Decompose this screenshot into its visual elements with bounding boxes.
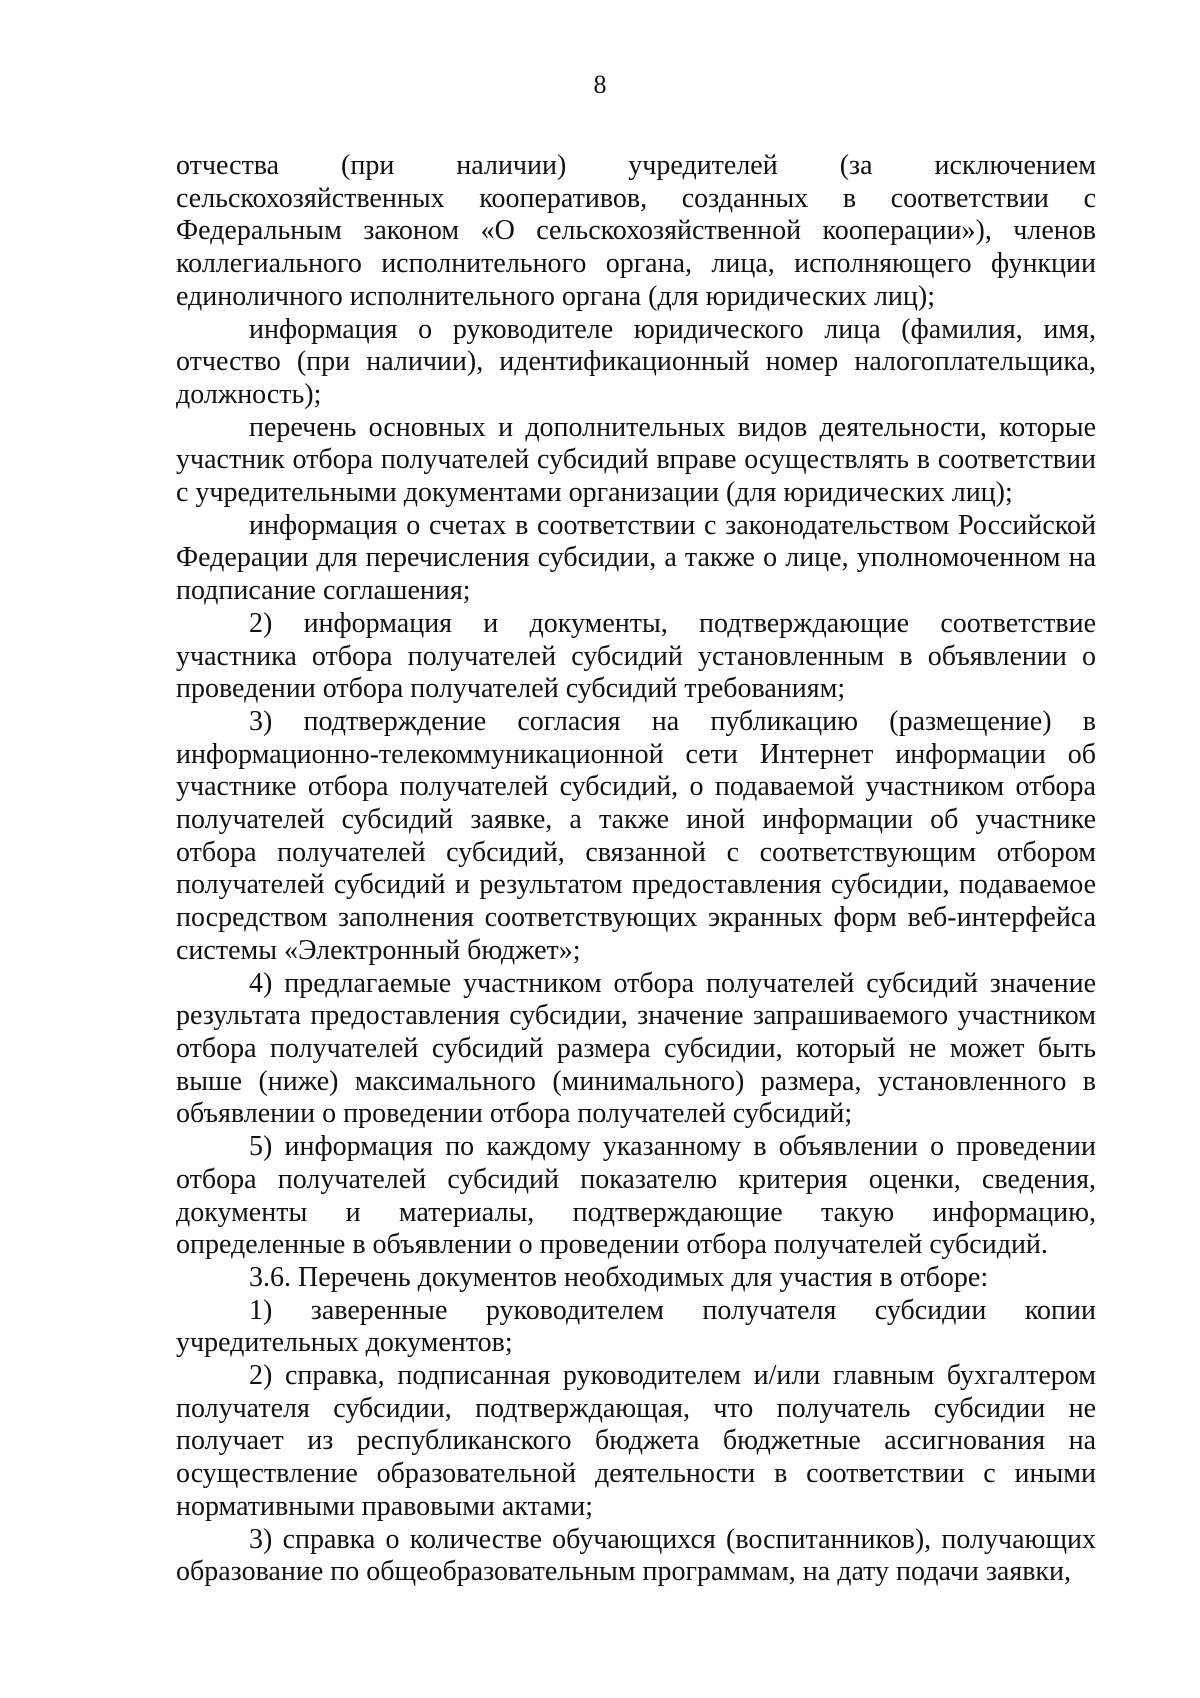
paragraph: перечень основных и дополнительных видов деятельности, которые участник отбора получателей субсидий вправе осуществлять в соответствии с учредительными документами организации (для юридических лиц); bbox=[176, 411, 1096, 509]
paragraph: 5) информация по каждому указанному в объявлении о проведении отбора получателей субсидий показателю критерия оценки, сведения, документы и материалы, подтверждающие такую информацию, определенные в объявлении о проведении отбора получателей субсидий. bbox=[176, 1131, 1096, 1261]
paragraph: 3.6. Перечень документов необходимых для участия в отборе: bbox=[249, 1261, 989, 1293]
paragraph: 3) подтверждение согласия на публикацию (размещение) в информационно-телекоммуникационной сети Интернет информации об участнике отбора получателей субсидий, о подаваемой участником отбора получателей субсидий заявке, а также иной информации об участнике отбора получателей субсидий, связанной с соответствующим отбором получателей субсидий и результатом предоставления субсидии, подаваемое посредством заполнения соответствующих экранных форм веб-интерфейса системы «Электронный бюджет»; bbox=[176, 705, 1096, 966]
paragraph: 1) заверенные руководителем получателя субсидии копии учредительных документов; bbox=[176, 1294, 1096, 1359]
paragraph: информация о руководителе юридического лица (фамилия, имя, отчество (при наличии), идентификационный номер налогоплательщика, должность); bbox=[176, 313, 1096, 410]
paragraph: 4) предлагаемые участником отбора получателей субсидий значение результата предоставления субсидии, значение запрашиваемого участником отбора получателей субсидий размера субсидии, который не может быть выше (ниже) максимального (минимального) размера, установленного в объявлении о проведении отбора получателей субсидий; bbox=[176, 967, 1096, 1130]
paragraph: 3) справка о количестве обучающихся (воспитанников), получающих образование по общеобразовательным программам, на дату подачи заявки, bbox=[176, 1523, 1096, 1588]
paragraph: информация о счетах в соответствии с законодательством Российской Федерации для перечисления субсидии, а также о лице, уполномоченном на подписание соглашения; bbox=[176, 509, 1096, 607]
paragraph: 2) справка, подписанная руководителем и/или главным бухгалтером получателя субсидии, подтверждающая, что получатель субсидии не получает из республиканского бюджета бюджетные ассигнования на осуществление образовательной деятельности в соответствии с иными нормативными правовыми актами; bbox=[176, 1360, 1096, 1522]
document-body bbox=[176, 150, 1096, 1589]
paragraph: 2) информация и документы, подтверждающие соответствие участника отбора получателей субсидий установленным в объявлении о проведении отбора получателей субсидий требованиям; bbox=[176, 607, 1096, 705]
page-number: 8 bbox=[593, 70, 607, 99]
paragraph: отчества (при наличии) учредителей (за исключением сельскохозяйственных кооперативов, созданных в соответствии с Федеральным законом «О сельскохозяйственной кооперации»), членов коллегиального исполнительного органа, лица, исполняющего функции единоличного исполнительного органа (для юридических лиц); bbox=[176, 150, 1096, 312]
